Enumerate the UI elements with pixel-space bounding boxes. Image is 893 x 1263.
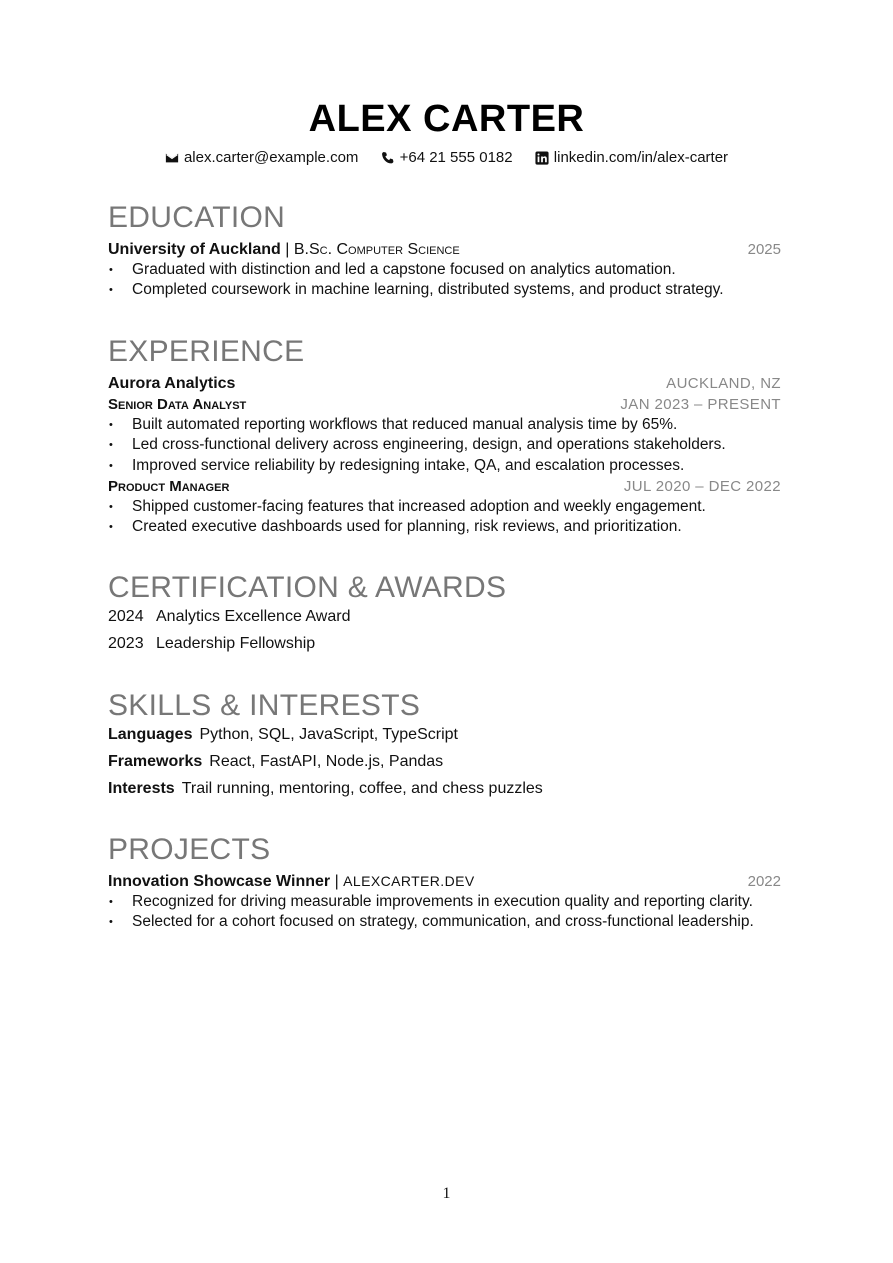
experience-section: [108, 334, 785, 537]
list-item: • Completed coursework in machine learning, distributed systems, and product strategy.: [108, 280, 785, 300]
school-name: University of Auckland: [108, 241, 281, 258]
envelope-icon: [165, 151, 179, 165]
phone-text: +64 21 555 0182: [399, 149, 513, 166]
section-title: SKILLS & INTERESTS: [108, 689, 421, 722]
list-item: • Shipped customer-facing features that increased adoption and weekly engagement.: [108, 497, 785, 517]
role-row: [108, 394, 785, 415]
candidate-name: ALEX CARTER: [308, 98, 585, 140]
section-title: EXPERIENCE: [108, 335, 305, 368]
section-title: CERTIFICATION & AWARDS: [108, 571, 507, 604]
contact-email[interactable]: [165, 149, 358, 166]
education-section: [108, 200, 785, 301]
list-item: [108, 630, 785, 657]
separator: |: [334, 873, 339, 890]
contact-phone[interactable]: [381, 149, 513, 166]
certifications-section: [108, 570, 785, 657]
list-item: • Improved service reliability by redesigning intake, QA, and escalation processes.: [108, 456, 785, 476]
skill-label: Interests: [108, 780, 175, 797]
award-year: 2024: [108, 608, 144, 625]
skills-section: [108, 688, 785, 802]
skill-label: Languages: [108, 726, 193, 743]
project-bullets: [108, 892, 785, 933]
list-item: • Built automated reporting workflows that reduced manual analysis time by 65%.: [108, 415, 785, 435]
skill-label: Frameworks: [108, 753, 203, 770]
list-item: • Led cross-functional delivery across engineering, design, and operations stakeholders.: [108, 435, 785, 455]
role-dates: JUL 2020 – DEC 2022: [623, 477, 781, 495]
list-item: [108, 775, 785, 802]
list-item: • Graduated with distinction and led a capstone focused on analytics automation.: [108, 260, 785, 280]
education-bullets: [108, 260, 785, 301]
list-item: [108, 603, 785, 630]
projects-section: [108, 832, 785, 933]
contact-linkedin[interactable]: [535, 149, 728, 166]
award-year: 2023: [108, 635, 144, 652]
role-row: [108, 476, 785, 497]
education-year: 2025: [747, 241, 781, 258]
list-item: • Selected for a cohort focused on strategy, communication, and cross-functional leadership.: [108, 912, 785, 932]
role-title: Product Manager: [108, 477, 230, 495]
role-dates: JAN 2023 – PRESENT: [620, 396, 781, 413]
role-title: Senior Data Analyst: [108, 396, 247, 413]
page-number: 1: [442, 1185, 451, 1202]
list-item: • Created executive dashboards used for planning, risk reviews, and prioritization.: [108, 517, 785, 537]
role-bullets: [108, 415, 785, 476]
email-text: alex.carter@example.com: [183, 149, 359, 166]
section-title: EDUCATION: [108, 201, 286, 234]
linkedin-text: linkedin.com/in/alex-carter: [553, 149, 729, 166]
project-site-link[interactable]: ALEXCARTER.DEV: [343, 873, 475, 889]
phone-icon: [381, 151, 395, 165]
skill-value: React, FastAPI, Node.js, Pandas: [209, 753, 444, 770]
linkedin-icon: [535, 151, 549, 165]
list-item: [108, 748, 785, 775]
section-title: PROJECTS: [108, 833, 271, 866]
company-name: Aurora Analytics: [108, 375, 236, 392]
skill-value: Python, SQL, JavaScript, TypeScript: [199, 726, 458, 743]
separator: |: [285, 241, 290, 258]
project-entry: [108, 871, 785, 892]
education-entry: [108, 239, 785, 260]
company-row: [108, 373, 785, 394]
project-year: 2022: [747, 873, 781, 890]
company-location: AUCKLAND, NZ: [666, 375, 781, 392]
degree: B.Sc. Computer Science: [293, 241, 460, 258]
role-bullets: [108, 497, 785, 538]
project-name: Innovation Showcase Winner: [108, 873, 331, 890]
award-name: Leadership Fellowship: [156, 635, 316, 652]
award-name: Analytics Excellence Award: [156, 608, 351, 625]
list-item: • Recognized for driving measurable improvements in execution quality and reporting clarity.: [108, 892, 785, 912]
skill-value: Trail running, mentoring, coffee, and chess puzzles: [181, 780, 543, 797]
contact-bar: [108, 149, 785, 169]
list-item: [108, 721, 785, 748]
